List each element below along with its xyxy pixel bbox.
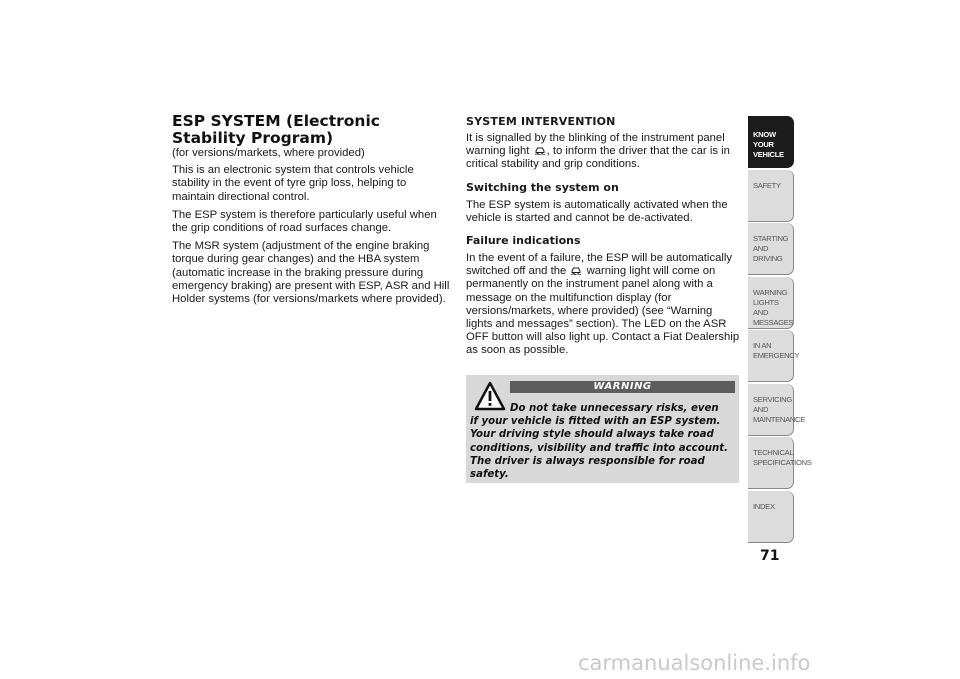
failure-paragraph: [466, 252, 740, 358]
failure-text-a: In the event of a failure, the ESP will be automatically switched off and the: [466, 252, 733, 278]
intervention-text-b: , to inform the driver that the car is in critical stability and grip conditions.: [466, 145, 730, 171]
switching-heading: Switching the system on: [466, 180, 619, 194]
failure-heading: Failure indications: [466, 234, 581, 248]
tab-servicing-and-maintenance[interactable]: [748, 384, 805, 436]
failure-text-b: warning light will come on permanently on the instrument panel along with a message on the multifunction display (for versions/markets, where provided) (see “Warning lights and messages” section). The LED on the ASR OFF button will also light up. Contact a Fiat Dealership as soon as possible.: [466, 265, 740, 357]
intervention-heading: SYSTEM INTERVENTION: [466, 115, 616, 128]
tab-label: SERVICING AND MAINTENANCE: [753, 395, 805, 424]
paragraph-intro: This is an electronic system that controls vehicle stability in the event of tyre grip loss, helping to maintain directional control.: [172, 164, 414, 203]
tab-warning-lights-and-messages[interactable]: [748, 277, 794, 329]
page-number: 71: [760, 548, 780, 564]
tab-label: KNOW YOUR VEHICLE: [753, 130, 784, 159]
esp-warning-light-icon: [570, 265, 582, 275]
tab-label: TECHNICAL SPECIFICATIONS: [753, 448, 812, 467]
tab-safety[interactable]: [748, 170, 794, 222]
tab-know-your-vehicle[interactable]: [748, 116, 794, 168]
footer-watermark: carmanualsonline.info: [578, 651, 811, 675]
left-column: [172, 113, 450, 311]
tab-label: IN AN EMERGENCY: [753, 341, 800, 360]
intervention-text-a: It is signalled by the blinking of the instrument panel warning light: [466, 132, 725, 158]
tab-label: STARTING AND DRIVING: [753, 234, 789, 263]
tab-label: INDEX: [753, 502, 775, 511]
warning-label: WARNING: [510, 381, 735, 393]
tab-technical-specifications[interactable]: [748, 437, 812, 489]
tab-in-an-emergency[interactable]: [748, 330, 800, 382]
tab-starting-and-driving[interactable]: [748, 223, 794, 275]
switching-text: The ESP system is automatically activated when the vehicle is started and cannot be de-activated.: [466, 198, 728, 224]
section-subtitle: (for versions/markets, where provided): [172, 147, 365, 159]
section-title: ESP SYSTEM (Electronic Stability Program): [172, 112, 380, 147]
intervention-paragraph: [466, 132, 740, 172]
warning-text-first: Do not take unnecessary risks, even if your vehicle is fitted with an ESP: [470, 403, 719, 428]
warning-box: [466, 375, 739, 483]
tab-label: WARNING LIGHTS AND MESSAGES: [753, 288, 794, 327]
esp-warning-light-icon: [534, 145, 546, 155]
warning-text-rest: system. Your driving style should always take road conditions, visibility and traffic into account. The driver is always responsible for road safety.: [470, 416, 728, 481]
tab-label: SAFETY: [753, 181, 781, 190]
paragraph-msr-hba: The MSR system (adjustment of the engine braking torque during gear changes) and the HBA system (automatic increase in the braking pressure during emergency braking) are present with ESP, ASR and Hill Holder systems (for versions/markets where provided).: [172, 240, 450, 306]
tab-index[interactable]: [748, 491, 794, 543]
warning-text: [470, 402, 729, 481]
paragraph-usefulness: The ESP system is therefore particularly useful when the grip conditions of road surfaces change.: [172, 208, 437, 235]
right-column: [466, 113, 740, 363]
